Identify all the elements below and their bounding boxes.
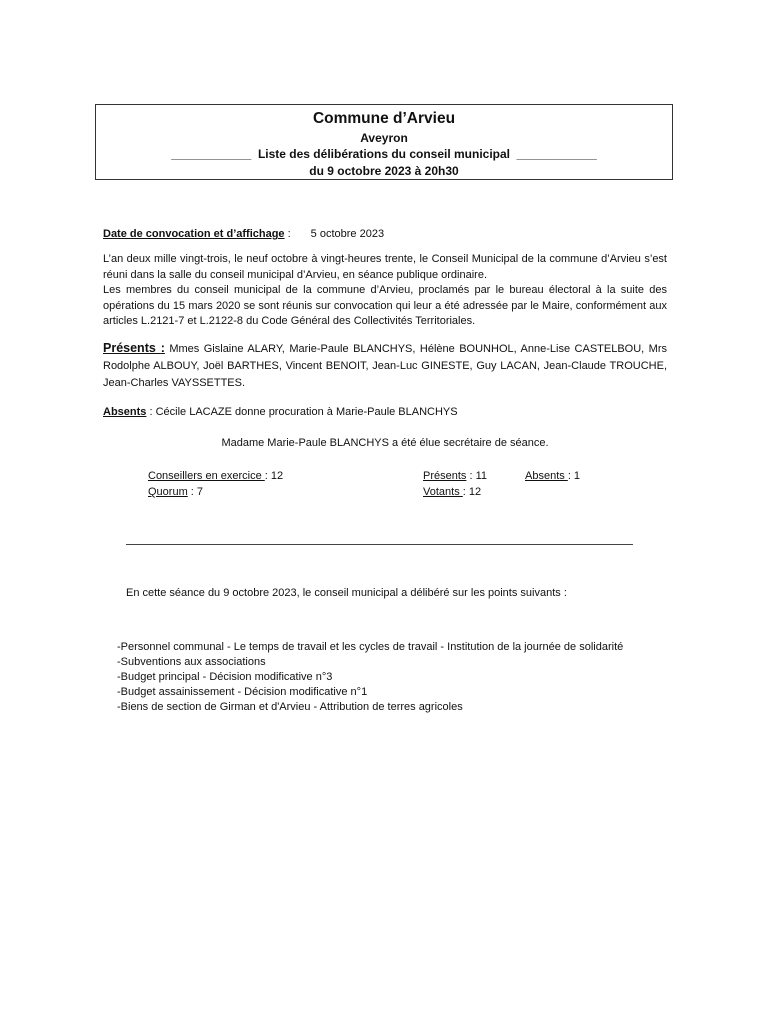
quorum-value: : 7 <box>187 486 204 498</box>
deliberation-list <box>117 640 623 715</box>
convocation-sep: : <box>284 228 291 240</box>
commune-title: Commune d’Arvieu <box>312 110 456 127</box>
convocation-date: 5 octobre 2023 <box>310 228 385 240</box>
list-item: -Budget principal - Décision modificative n°3 <box>117 671 333 683</box>
list-title: ____________ Liste des délibérations du conseil municipal ____________ <box>171 147 597 161</box>
session-date: du 9 octobre 2023 à 20h30 <box>309 164 459 178</box>
presents-list: Mmes Gislaine ALARY, Marie-Paule BLANCHYS, Hélène BOUNHOL, Anne-Lise CASTELBOU, Mrs Rodolphe ALBOUY, Joël BARTHES, Vincent BENOIT, Jean-Luc GINESTE, Guy LACAN, Jean-Claude TROUCHE, Jean-Charles VAYSSETTES. <box>103 343 668 389</box>
votants-value: : 12 <box>462 486 482 498</box>
presents-paragraph <box>103 340 667 392</box>
convocation-line <box>103 227 384 243</box>
exercice-value: : 12 <box>264 470 284 482</box>
list-item: -Subventions aux associations <box>117 656 266 668</box>
quorum <box>148 485 203 501</box>
conseillers-exercice <box>148 469 283 485</box>
presents-label: Présents <box>103 341 161 355</box>
absents-label: Absents <box>103 406 147 418</box>
absents-count <box>525 469 580 485</box>
presents-sep: : <box>160 341 165 355</box>
members-paragraph: Les membres du conseil municipal de la commune d’Arvieu, proclamés par le bureau électoral à la suite des opérations du 15 mars 2020 se sont réunis sur convocation qui leur a été adressée par le Maire, conformément aux articles L.2121-7 et L.2122-8 du Code Général des Collectivités Territoriales. <box>103 284 667 327</box>
quorum-label: Quorum <box>148 486 188 498</box>
list-item: -Personnel communal - Le temps de travail et les cycles de travail - Institution de la journée de solidarité <box>117 641 624 653</box>
absents-count-label: Absents <box>525 470 568 482</box>
list-item: -Budget assainissement - Décision modificative n°1 <box>117 686 368 698</box>
secretary-line: Madame Marie-Paule BLANCHYS a été élue secrétaire de séance. <box>221 437 549 449</box>
intro-paragraph: L’an deux mille vingt-trois, le neuf octobre à vingt-heures trente, le Conseil Municipal de la commune d’Arvieu s’est réuni dans la salle du conseil municipal d’Arvieu, en séance publique ordinaire. <box>103 253 667 281</box>
absents-text: : Cécile LACAZE donne procuration à Marie-Paule BLANCHYS <box>146 406 458 418</box>
list-item: -Biens de section de Girman et d'Arvieu - Attribution de terres agricoles <box>117 701 463 713</box>
department-name: Aveyron <box>360 131 408 145</box>
absents-line <box>103 405 458 421</box>
presents-count <box>423 469 487 485</box>
convocation-label: Date de convocation et d’affichage <box>103 228 285 240</box>
exercice-label: Conseillers en exercice <box>148 470 265 482</box>
document-header <box>95 104 673 180</box>
votants-count <box>423 485 481 501</box>
votants-label: Votants <box>423 486 463 498</box>
presents-count-value: : 11 <box>466 470 488 482</box>
absents-count-value: : 1 <box>567 470 581 482</box>
presents-count-label: Présents <box>423 470 467 482</box>
deliberation-intro: En cette séance du 9 octobre 2023, le conseil municipal a délibéré sur les points suivants : <box>126 587 567 599</box>
separator-rule <box>126 544 633 545</box>
